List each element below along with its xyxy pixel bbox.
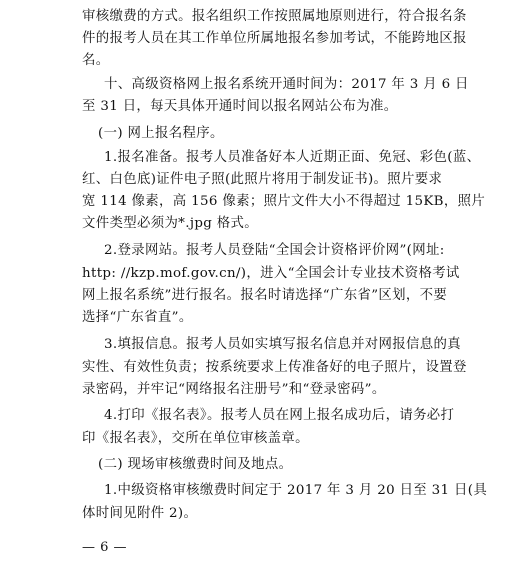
section-heading: 十、高级资格网上报名系统开通时间为：2017 年 3 月 6 日	[104, 77, 469, 92]
text-line: 红、白色底)证件电子照(此照片将用于制发证书)。照片要求	[82, 172, 443, 187]
text-line: 名。	[82, 53, 110, 68]
text-line: 3.填报信息。报考人员如实填写报名信息并对网报信息的真	[104, 337, 461, 352]
text-line: 4.打印《报名表》。报考人员在网上报名成功后，请务必打	[104, 408, 455, 423]
text-line: http: //kzp.mof.gov.cn/)，进入“全国会计专业技术资格考试	[82, 266, 460, 281]
text-line: 体时间见附件 2)。	[82, 506, 198, 521]
text-line: 文件类型必须为*.jpg 格式。	[82, 216, 259, 231]
text-line: 选择“广东省直”。	[82, 310, 193, 325]
text-line: 录密码，并牢记“网络报名注册号”和“登录密码”。	[82, 382, 386, 397]
text-line: 宽 114 像素，高 156 像素；照片文件大小不得超过 15KB，照片	[82, 194, 486, 209]
text-line: 网上报名系统”进行报名。报名时请选择“广东省”区划，不要	[82, 288, 448, 303]
text-line: 至 31 日，每天具体开通时间以报名网站公布为准。	[82, 99, 398, 114]
page-number: — 6 —	[82, 540, 128, 555]
text-line: 实性、有效性负责；按系统要求上传准备好的电子照片，设置登	[82, 360, 467, 375]
text-line: 1.中级资格审核缴费时间定于 2017 年 3 月 20 日至 31 日(具	[104, 483, 488, 498]
text-line: 印《报名表》，交所在单位审核盖章。	[82, 431, 309, 446]
subsection-heading: (二) 现场审核缴费时间及地点。	[98, 457, 293, 472]
subsection-heading: (一) 网上报名程序。	[98, 126, 224, 141]
text-line: 1.报名准备。报考人员准备好本人近期正面、免冠、彩色(蓝、	[104, 150, 481, 165]
text-line: 2.登录网站。报考人员登陆“全国会计资格评价网”(网址:	[104, 243, 445, 258]
text-line: 件的报考人员在其工作单位所属地报名参加考试，不能跨地区报	[82, 31, 467, 46]
text-line: 审核缴费的方式。报名组织工作按照属地原则进行，符合报名条	[82, 9, 467, 24]
